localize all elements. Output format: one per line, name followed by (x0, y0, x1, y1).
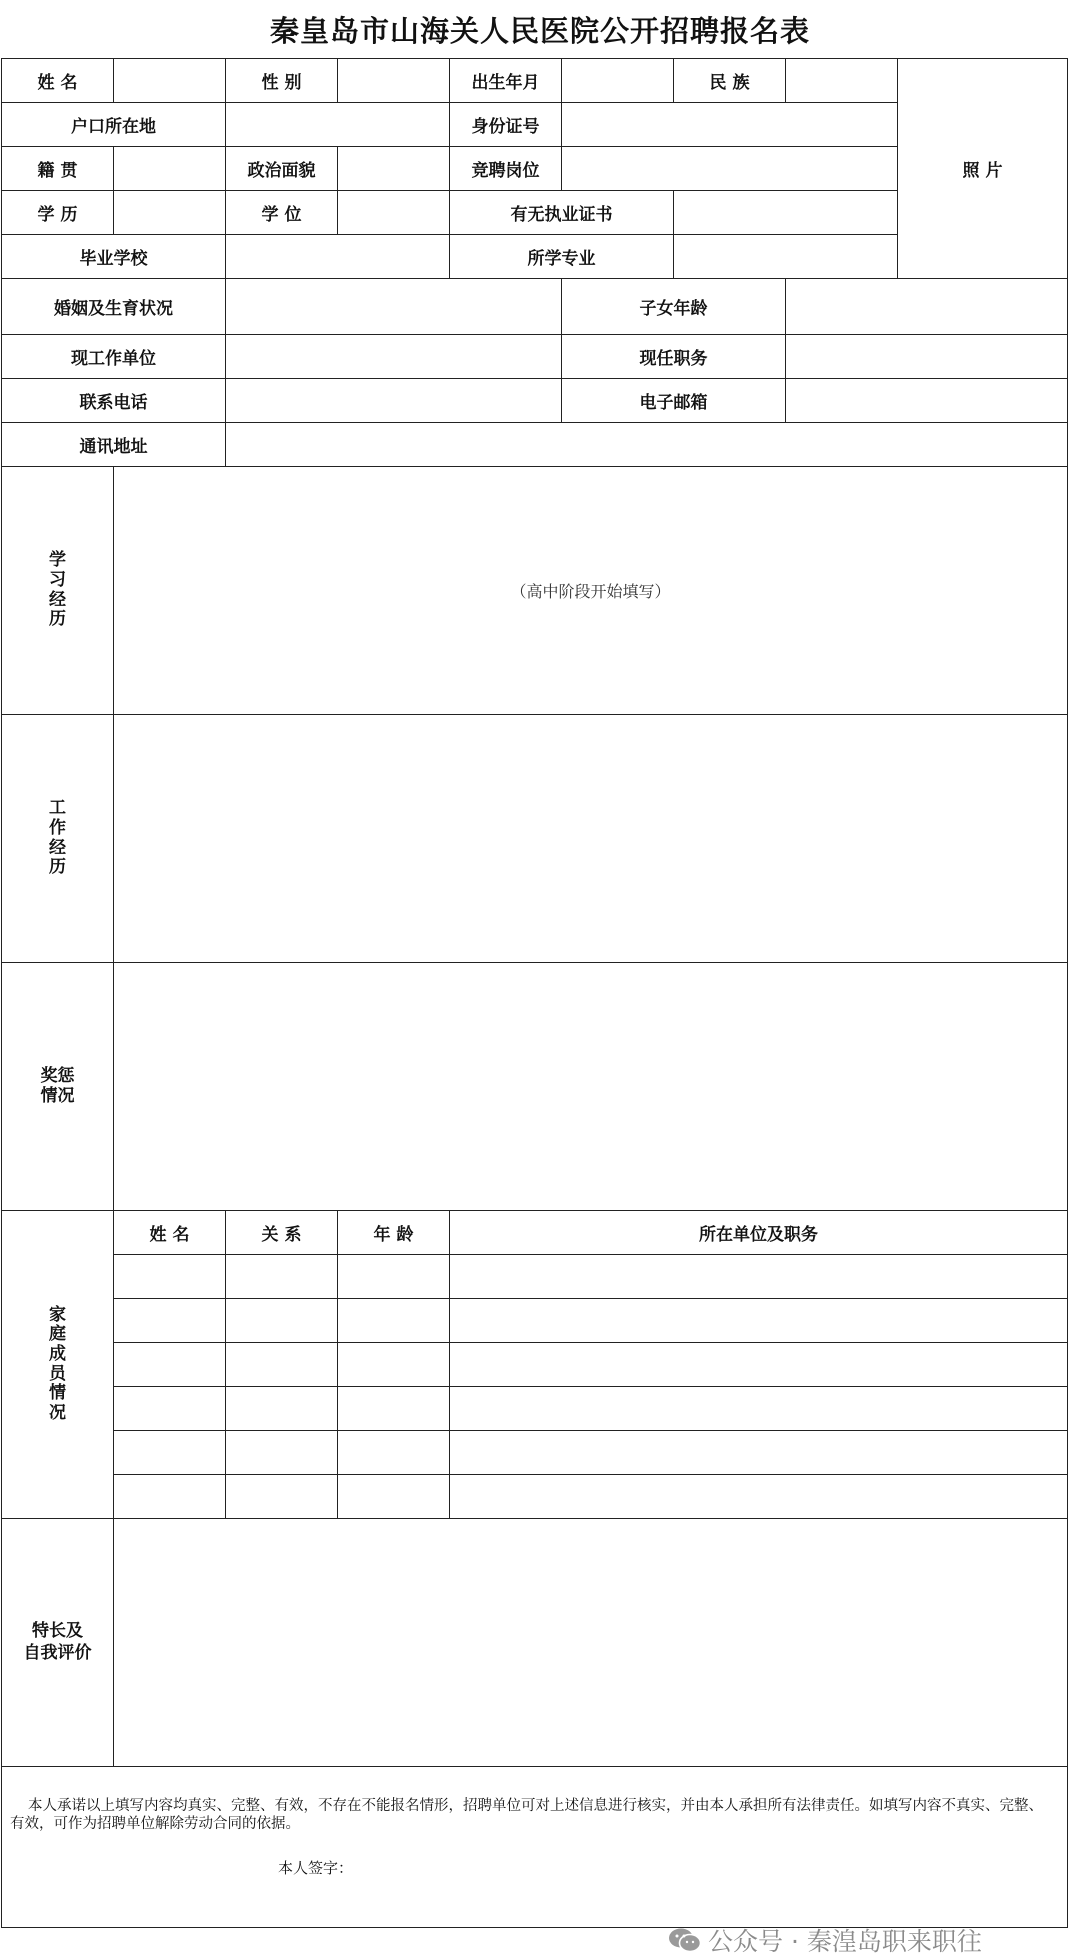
field-license[interactable] (674, 191, 898, 235)
declaration-text: 本人承诺以上填写内容均真实、完整、有效，不存在不能报名情形，招聘单位可对上述信息进行核实，并由本人承担所有法律责任。如填写内容不真实、完整、有效，可作为招聘单位解除劳动合同的依据。 (10, 1798, 1043, 1832)
label-employer: 现工作单位 (2, 335, 226, 379)
field-major[interactable] (674, 235, 898, 279)
watermark-text: 公众号 · 秦湟岛职来职往 (708, 1927, 982, 1956)
field-political[interactable] (338, 147, 450, 191)
label-current-post: 现任职务 (562, 335, 786, 379)
field-degree[interactable] (338, 191, 450, 235)
field-work-experience[interactable] (114, 715, 1068, 963)
label-phone: 联系电话 (2, 379, 226, 423)
field-name[interactable] (114, 59, 226, 103)
family-cell-age[interactable] (338, 1475, 450, 1519)
label-hukou: 户口所在地 (2, 103, 226, 147)
field-phone[interactable] (226, 379, 562, 423)
signature-label[interactable]: 本人签字： (278, 1859, 354, 1877)
field-email[interactable] (786, 379, 1068, 423)
field-employer[interactable] (226, 335, 562, 379)
registration-form-table (1, 58, 1068, 1928)
label-name: 姓 名 (2, 59, 114, 103)
label-marriage: 婚姻及生育状况 (2, 279, 226, 335)
family-header-relation: 关 系 (226, 1211, 338, 1255)
family-row (2, 1343, 1068, 1387)
field-id-number[interactable] (562, 103, 898, 147)
family-cell-name[interactable] (114, 1475, 226, 1519)
field-awards[interactable] (114, 963, 1068, 1211)
family-cell-employer[interactable] (450, 1475, 1068, 1519)
family-cell-age[interactable] (338, 1343, 450, 1387)
family-cell-name[interactable] (114, 1431, 226, 1475)
label-ethnicity: 民 族 (674, 59, 786, 103)
family-row (2, 1387, 1068, 1431)
label-school: 毕业学校 (2, 235, 226, 279)
field-native[interactable] (114, 147, 226, 191)
family-cell-employer[interactable] (450, 1255, 1068, 1299)
field-position[interactable] (562, 147, 898, 191)
label-id-number: 身份证号 (450, 103, 562, 147)
label-major: 所学专业 (450, 235, 674, 279)
section-label-family: 家 庭 成 员 情 况 (2, 1211, 114, 1519)
family-row (2, 1255, 1068, 1299)
family-cell-age[interactable] (338, 1431, 450, 1475)
family-cell-age[interactable] (338, 1387, 450, 1431)
label-education: 学 历 (2, 191, 114, 235)
family-cell-name[interactable] (114, 1387, 226, 1431)
field-current-post[interactable] (786, 335, 1068, 379)
field-hukou[interactable] (226, 103, 450, 147)
section-label-self: 特长及 自我评价 (2, 1519, 114, 1767)
family-row (2, 1475, 1068, 1519)
family-cell-relation[interactable] (226, 1255, 338, 1299)
field-study-experience[interactable] (114, 467, 1068, 715)
field-gender[interactable] (338, 59, 450, 103)
photo-box[interactable]: 照 片 (898, 59, 1068, 279)
label-degree: 学 位 (226, 191, 338, 235)
field-self-evaluation[interactable] (114, 1519, 1068, 1767)
label-license: 有无执业证书 (450, 191, 674, 235)
label-position: 竞聘岗位 (450, 147, 562, 191)
label-political: 政治面貌 (226, 147, 338, 191)
family-cell-employer[interactable] (450, 1387, 1068, 1431)
section-label-awards: 奖惩 情况 (2, 963, 114, 1211)
family-header-employer: 所在单位及职务 (450, 1211, 1068, 1255)
family-row (2, 1431, 1068, 1475)
family-cell-relation[interactable] (226, 1475, 338, 1519)
declaration-cell (2, 1767, 1068, 1928)
label-gender: 性 别 (226, 59, 338, 103)
family-cell-name[interactable] (114, 1343, 226, 1387)
family-cell-relation[interactable] (226, 1343, 338, 1387)
family-cell-age[interactable] (338, 1299, 450, 1343)
field-birth[interactable] (562, 59, 674, 103)
section-label-work: 工 作 经 历 (2, 715, 114, 963)
label-native: 籍 贯 (2, 147, 114, 191)
field-children-age[interactable] (786, 279, 1068, 335)
field-school[interactable] (226, 235, 450, 279)
family-header-age: 年 龄 (338, 1211, 450, 1255)
label-email: 电子邮箱 (562, 379, 786, 423)
family-cell-relation[interactable] (226, 1431, 338, 1475)
study-hint: （高中阶段开始填写） (510, 582, 671, 601)
label-children-age: 子女年龄 (562, 279, 786, 335)
watermark (668, 1922, 982, 1958)
field-education[interactable] (114, 191, 226, 235)
field-marriage[interactable] (226, 279, 562, 335)
field-address[interactable] (226, 423, 1068, 467)
label-birth: 出生年月 (450, 59, 562, 103)
form-title: 秦皇岛市山海关人民医院公开招聘报名表 (269, 13, 810, 48)
family-header-name: 姓 名 (114, 1211, 226, 1255)
wechat-icon (668, 1927, 702, 1953)
family-cell-employer[interactable] (450, 1343, 1068, 1387)
section-label-study: 学 习 经 历 (2, 467, 114, 715)
family-cell-name[interactable] (114, 1299, 226, 1343)
family-cell-age[interactable] (338, 1255, 450, 1299)
family-row (2, 1299, 1068, 1343)
label-address: 通讯地址 (2, 423, 226, 467)
family-cell-relation[interactable] (226, 1387, 338, 1431)
field-ethnicity[interactable] (786, 59, 898, 103)
family-cell-name[interactable] (114, 1255, 226, 1299)
family-cell-relation[interactable] (226, 1299, 338, 1343)
family-cell-employer[interactable] (450, 1299, 1068, 1343)
family-cell-employer[interactable] (450, 1431, 1068, 1475)
